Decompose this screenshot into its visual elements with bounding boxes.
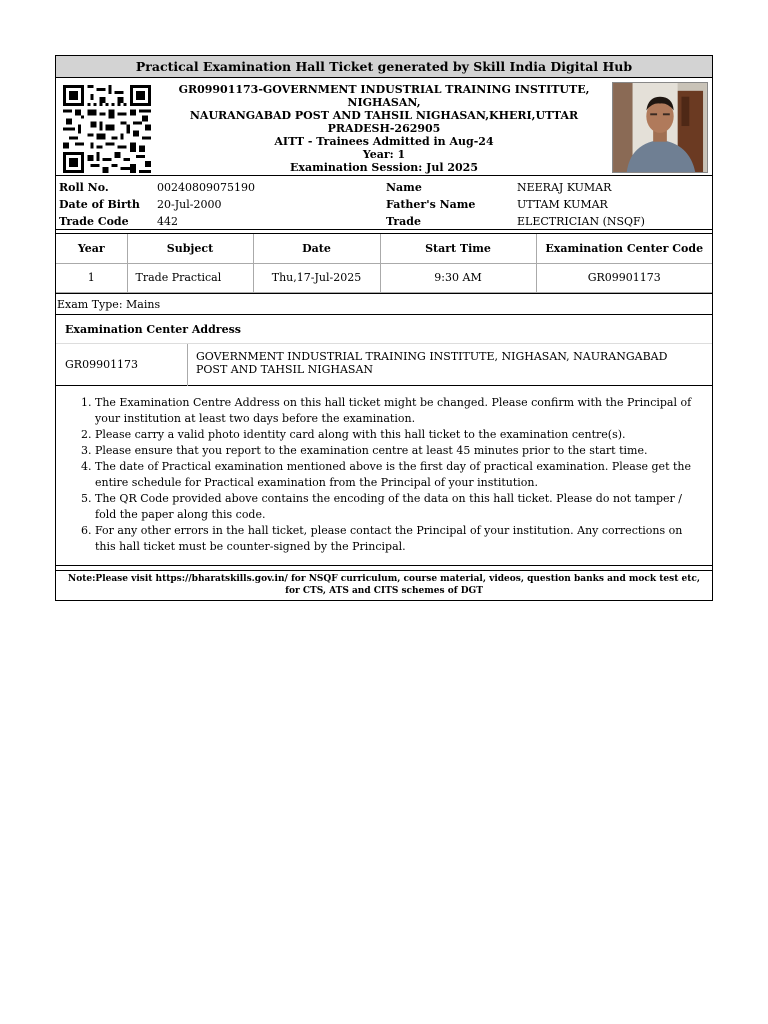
exam-year: Year: 1 bbox=[362, 148, 406, 161]
candidate-details bbox=[56, 176, 712, 230]
exam-session: Examination Session: Jul 2025 bbox=[290, 161, 478, 174]
address-center-code: GR09901173 bbox=[65, 357, 139, 371]
ticket-title: Practical Examination Hall Ticket generated by Skill India Digital Hub bbox=[56, 56, 712, 78]
trade-label: Trade bbox=[386, 215, 421, 228]
trade-code-label: Trade Code bbox=[59, 215, 129, 228]
column-header-year: Year bbox=[56, 234, 127, 263]
name-value: NEERAJ KUMAR bbox=[517, 181, 612, 194]
instruction-item: 2. Please carry a valid photo identity card along with this hall ticket to the examination centre(s). bbox=[95, 427, 702, 443]
hall-ticket bbox=[55, 55, 713, 601]
table-row bbox=[56, 263, 712, 292]
institute-address-line-1: NAURANGABAD POST AND TAHSIL NIGHASAN,KHERI,UTTAR bbox=[189, 109, 579, 122]
institute-name-line-1: GR09901173-GOVERNMENT INDUSTRIAL TRAINING INSTITUTE, bbox=[178, 83, 590, 96]
table-header-row bbox=[56, 234, 712, 263]
address-text: GOVERNMENT INDUSTRIAL TRAINING INSTITUTE, NIGHASAN, NAURANGABAD POST AND TAHSIL NIGHASAN bbox=[196, 349, 668, 376]
institute-name-line-2: NIGHASAN, bbox=[347, 96, 421, 109]
instructions bbox=[56, 386, 712, 566]
trade-code-value: 442 bbox=[157, 215, 178, 228]
instruction-item: 1. The Examination Centre Address on this hall ticket might be changed. Please confirm with the Principal of your institution at least two days before the examination. bbox=[95, 395, 702, 427]
cell-year: 1 bbox=[56, 263, 127, 292]
column-header-subject: Subject bbox=[127, 234, 253, 263]
ticket-header bbox=[56, 78, 712, 176]
dob-label: Date of Birth bbox=[59, 198, 140, 211]
cell-start-time: 9:30 AM bbox=[380, 263, 536, 292]
address-heading: Examination Center Address bbox=[56, 315, 712, 344]
cell-center-code: GR09901173 bbox=[536, 263, 712, 292]
column-header-start-time: Start Time bbox=[380, 234, 536, 263]
admission-batch: AITT - Trainees Admitted in Aug-24 bbox=[274, 135, 494, 148]
dob-value: 20-Jul-2000 bbox=[157, 198, 222, 211]
institute-address-line-2: PRADESH-262905 bbox=[327, 122, 441, 135]
institute-info bbox=[176, 83, 592, 174]
father-name-value: UTTAM KUMAR bbox=[517, 198, 608, 211]
instruction-item: 4. The date of Practical examination mentioned above is the first day of practical examination. Please get the entire schedule for Practical examination from the Principal of your institution. bbox=[95, 459, 702, 491]
candidate-photo bbox=[612, 82, 708, 173]
cell-date: Thu,17-Jul-2025 bbox=[253, 263, 380, 292]
address-divider bbox=[187, 344, 188, 386]
exam-schedule-table bbox=[56, 234, 712, 294]
trade-value: ELECTRICIAN (NSQF) bbox=[517, 215, 645, 228]
address-row bbox=[56, 344, 712, 386]
column-header-date: Date bbox=[253, 234, 380, 263]
roll-no-label: Roll No. bbox=[59, 181, 109, 194]
instruction-item: 5. The QR Code provided above contains the encoding of the data on this hall ticket. Please do not tamper / fold the paper along this code. bbox=[95, 491, 702, 523]
roll-no-value: 00240809075190 bbox=[157, 181, 255, 194]
name-label: Name bbox=[386, 181, 422, 194]
column-header-center-code: Examination Center Code bbox=[536, 234, 712, 263]
footer-note: Note:Please visit https://bharatskills.gov.in/ for NSQF curriculum, course material, videos, question banks and mock test etc, for CTS, ATS and CITS schemes of DGT bbox=[68, 573, 700, 596]
cell-subject: Trade Practical bbox=[127, 263, 253, 292]
qr-code-icon bbox=[62, 85, 152, 173]
father-name-label: Father's Name bbox=[386, 198, 476, 211]
exam-type: Exam Type: Mains bbox=[56, 294, 712, 315]
instruction-item: 6. For any other errors in the hall ticket, please contact the Principal of your institution. Any corrections on this hall ticket must be counter-signed by the Principal. bbox=[95, 523, 702, 555]
instruction-item: 3. Please ensure that you report to the examination centre at least 45 minutes prior to the start time. bbox=[95, 443, 702, 459]
